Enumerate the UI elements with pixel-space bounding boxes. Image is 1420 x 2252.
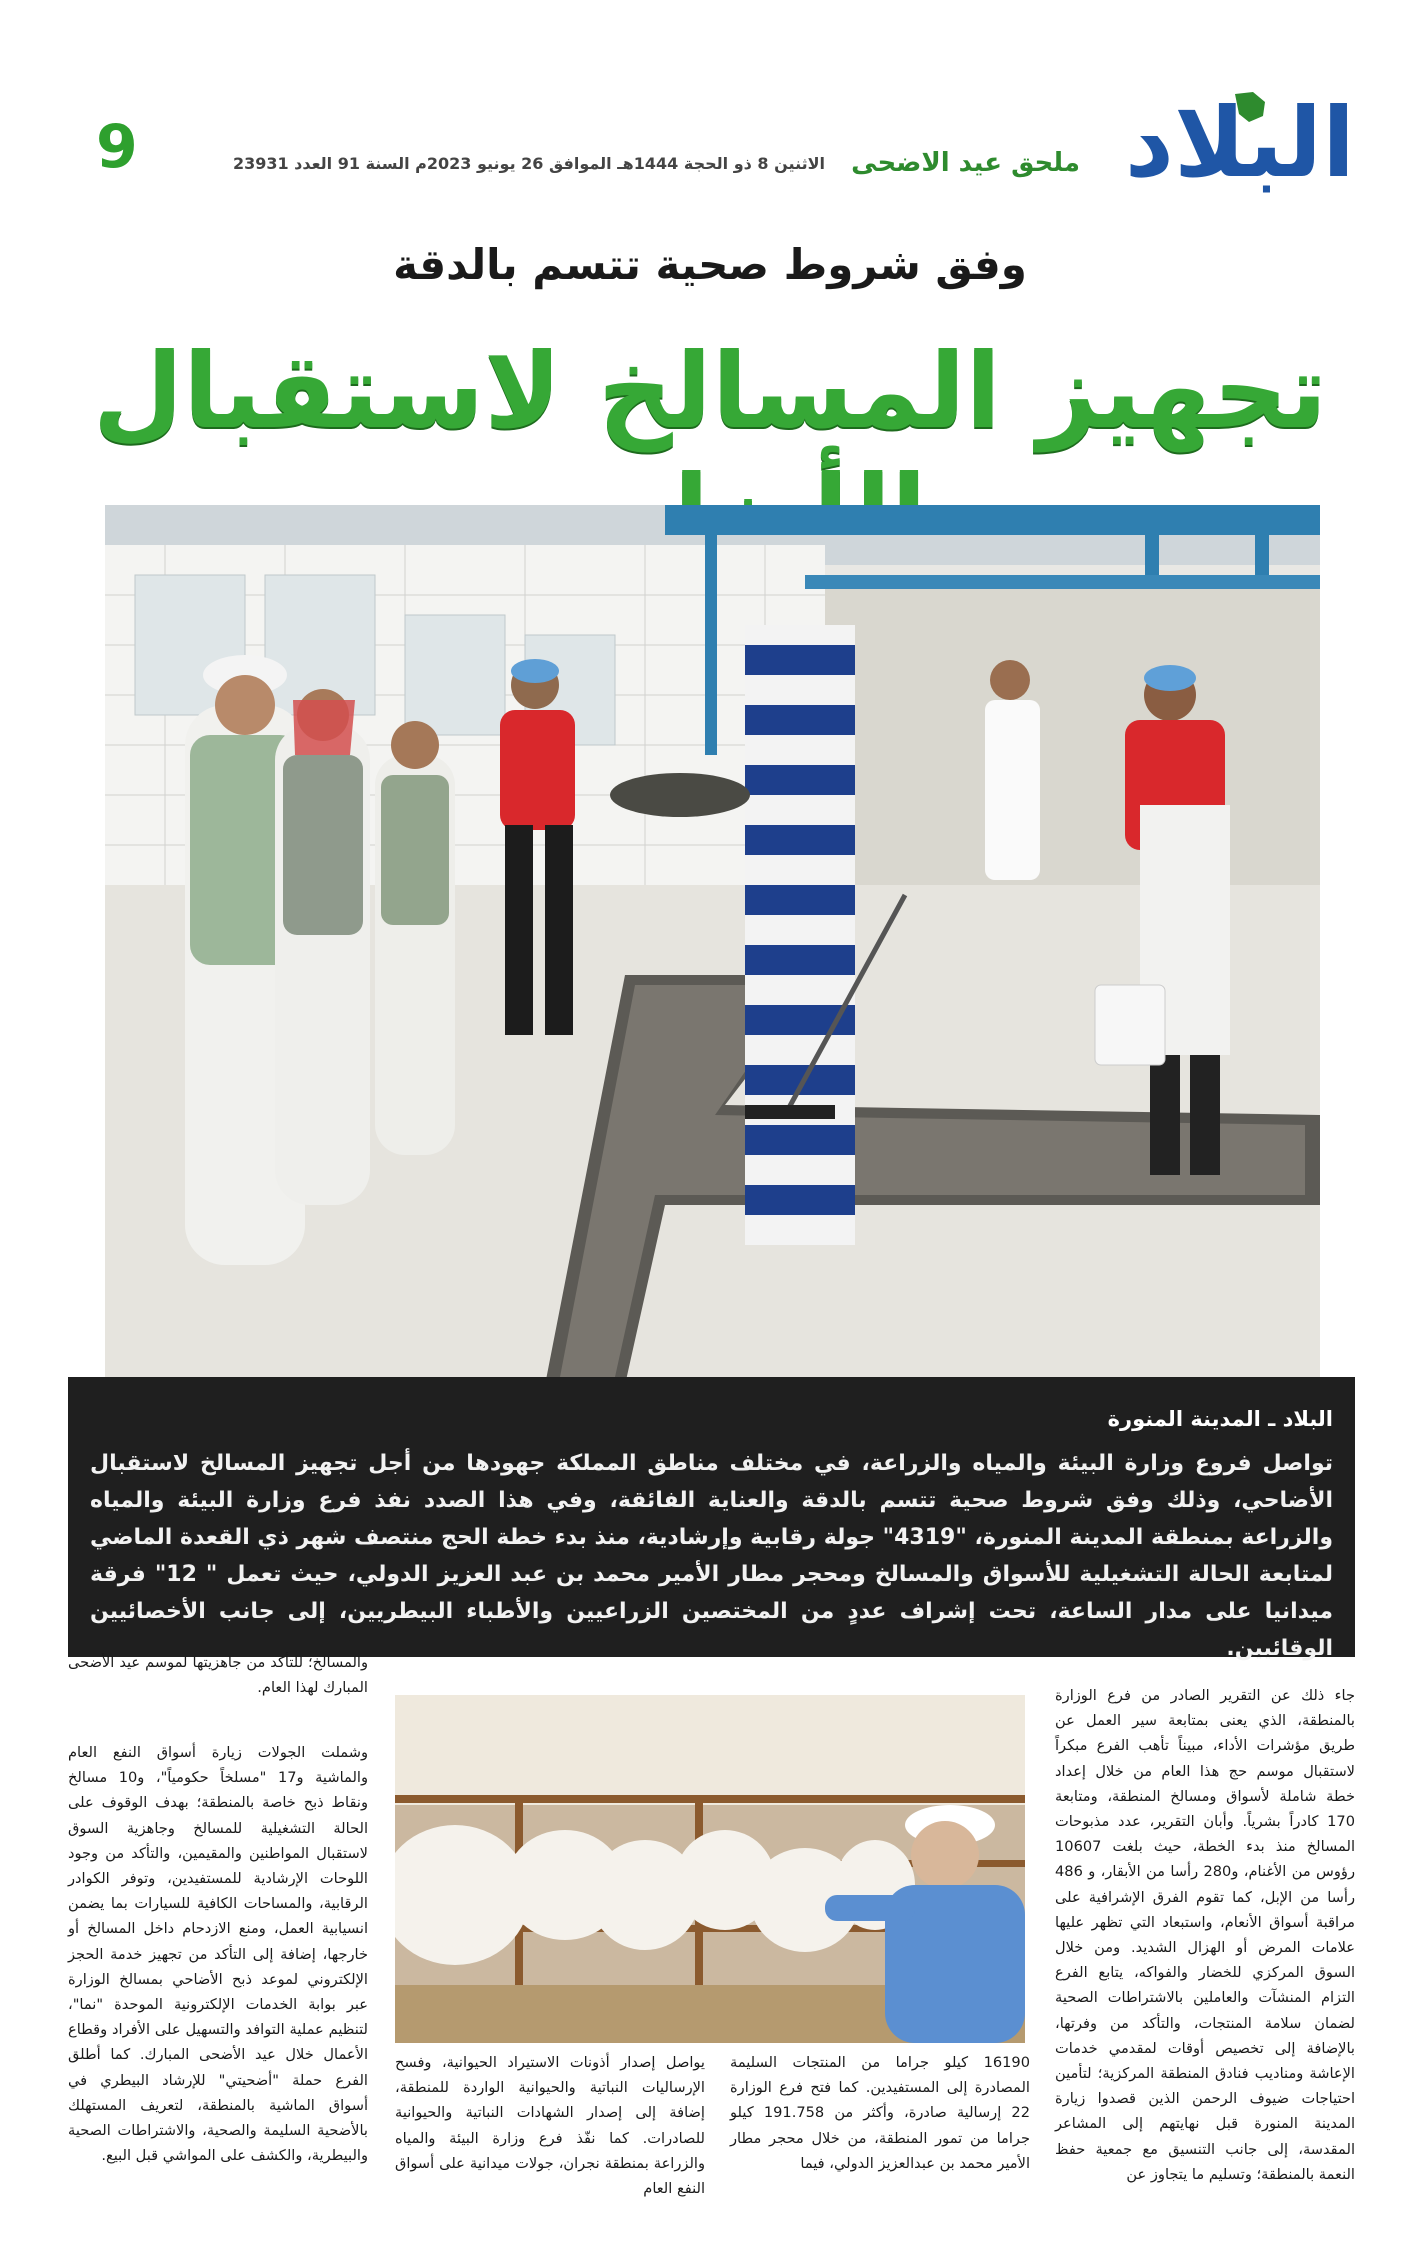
article-column-left: وشملت الجولات زيارة أسواق النفع العام والماشية و17 "مسلخاً حكومياً"، و10 مسالخ ونقاط ذبح خاصة بالمنطقة؛ بهدف الوقوف على الحالة التشغيلية للمسالخ وجاهزية السوق لاستقبال المواطنين والمقيمين، والتأكد من وجود اللوحات الإرشادية للمستفيدين، وتوفر الكوادر الرقابية، والمساحات الكافية للسيارات بما يضمن انسيابية العمل، ومنع الازدحام داخل المسالخ أو خارجها، إضافة إلى التأكد من تجهيز خدمة الحجز الإلكتروني لموعد ذبح الأضاحي بمسالخ الوزارة عبر بوابة الخدمات الإلكترونية الموحدة "نما"، لتنظيم عملية التوافد والتسهيل على الأفراد وقطاع الأعمال خلال عيد الأضحى المبارك. كما أطلق الفرع حملة "أضحيتي" للإرشاد البيطري في أسواق الماشية بالمنطقة، لتعريف المستهلك بالأضحية السليمة والصحية، والاشتراطات الصحية والبيطرية، والكشف على المواشي قبل البيع. <box>68 1744 368 2165</box>
article-column-right: جاء ذلك عن التقرير الصادر من فرع الوزارة بالمنطقة، الذي يعنى بمتابعة سير العمل عن طريق مؤشرات الأداء، مبيناً تأهب الفرع مبكراً لاستقبال موسم حج هذا العام من خلال إعداد خطة شاملة لأسواق ومسالخ المنطقة، ومتابعة 170 كادراً بشرياً. وأبان التقرير، عدد مذبوحات المسالخ منذ بدء الخطة، حيث بلغت 10607 رؤوس من الأغنام، و280 رأسا من الأبقار، و 486 رأسا من الإبل، كما تقوم الفرق الإشرافية على مراقبة أسواق الأنعام، واستبعاد التي تظهر عليها علامات المرض أو الهزال الشديد. ومن خلال السوق المركزي للخضار والفواكه، يتابع الفرع التزام المنشآت والعاملين بالاشتراطات الصحية لضمان سلامة المنتجات، والتأكد من وفرتها، بالإضافة إلى تخصيص أوقات لمقدمي خدمات الإعاشة ومناديب فنادق المنطقة المركزية؛ لتأمين احتياجات ضيوف الرحمن الذين قصدوا زيارة المدينة المنورة قبل نهايتهم إلى المشاعر المقدسة، إلى جانب التنسيق مع جمعية حفظ النعمة بالمنطقة؛ وتسليم ما يتجاوز عن <box>1055 1687 1355 2183</box>
article-location: البلاد ـ المدينة المنورة <box>1107 1407 1333 1431</box>
article-intro: تواصل فروع وزارة البيئة والمياه والزراعة، في مختلف مناطق المملكة جهودها من أجل تجهيز المسالخ لاستقبال الأضاحي، وذلك وفق شروط صحية تتسم بالدقة والعناية الفائقة، وفي هذا الصدد نفذ فرع وزارة البيئة والمياه والزراعة بمنطقة المدينة المنورة، "4319" جولة رقابية وإرشادية، منذ بدء خطة الحج منتصف شهر ذي القعدة الماضي لمتابعة الحالة التشغيلية للأسواق والمسالخ ومحجر مطار الأمير محمد بن عبد العزيز الدولي، حيث تعمل " 12" فرقة ميدانيا على مدار الساعة، تحت إشراف عددٍ من المختصين الزراعيين والأطباء البيطريين، إلى جانب الأخصائيين الوقائيين. <box>90 1451 1333 1661</box>
slaughterhouse-scene <box>105 505 1320 1377</box>
dateline: الاثنين 8 ذو الحجة 1444هـ الموافق 26 يونيو 2023م السنة 91 العدد 23931 <box>232 154 825 173</box>
article-column-middle: 16190 كيلو جراما من المنتجات السليمة المصادرة إلى المستفيدين. كما فتح فرع الوزارة 22 إرسالية صادرة، وأكثر من 191.758 كيلو جراما من تمور المنطقة، من خلال محجر مطار الأمير محمد بن عبدالعزيز الدولي، فيما <box>730 2054 1030 2172</box>
secondary-photo <box>395 1695 1025 2043</box>
sheep-inspection-scene <box>395 1695 1025 2043</box>
logo-text: البلاد <box>1124 87 1355 199</box>
intro-box <box>68 1377 1355 1661</box>
article-kicker: وفق شروط صحية تتسم بالدقة <box>393 240 1027 289</box>
article-column-left-top: والمسالخ؛ للتأكد من جاهزيتها لموسم عيد الأضحى المبارك لهذا العام. <box>68 1654 368 1697</box>
article-column-middle-left: يواصل إصدار أذونات الاستيراد الحيوانية، وفسح الإرساليات النباتية والحيوانية الواردة للمنطقة، إضافة إلى إصدار الشهادات النباتية والحيوانية للصادرات. كما نفّذ فرع وزارة البيئة والمياه والزراعة بمنطقة نجران، جولات ميدانية على أسواق النفع العام <box>395 2054 705 2198</box>
main-photo <box>105 505 1320 1377</box>
supplement-title: ملحق عيد الاضحى <box>851 148 1080 178</box>
article-headline: تجهيز المسالخ لاستقبال <box>92 330 1328 452</box>
newspaper-logo <box>1115 88 1355 198</box>
page-number: 9 <box>96 112 138 182</box>
